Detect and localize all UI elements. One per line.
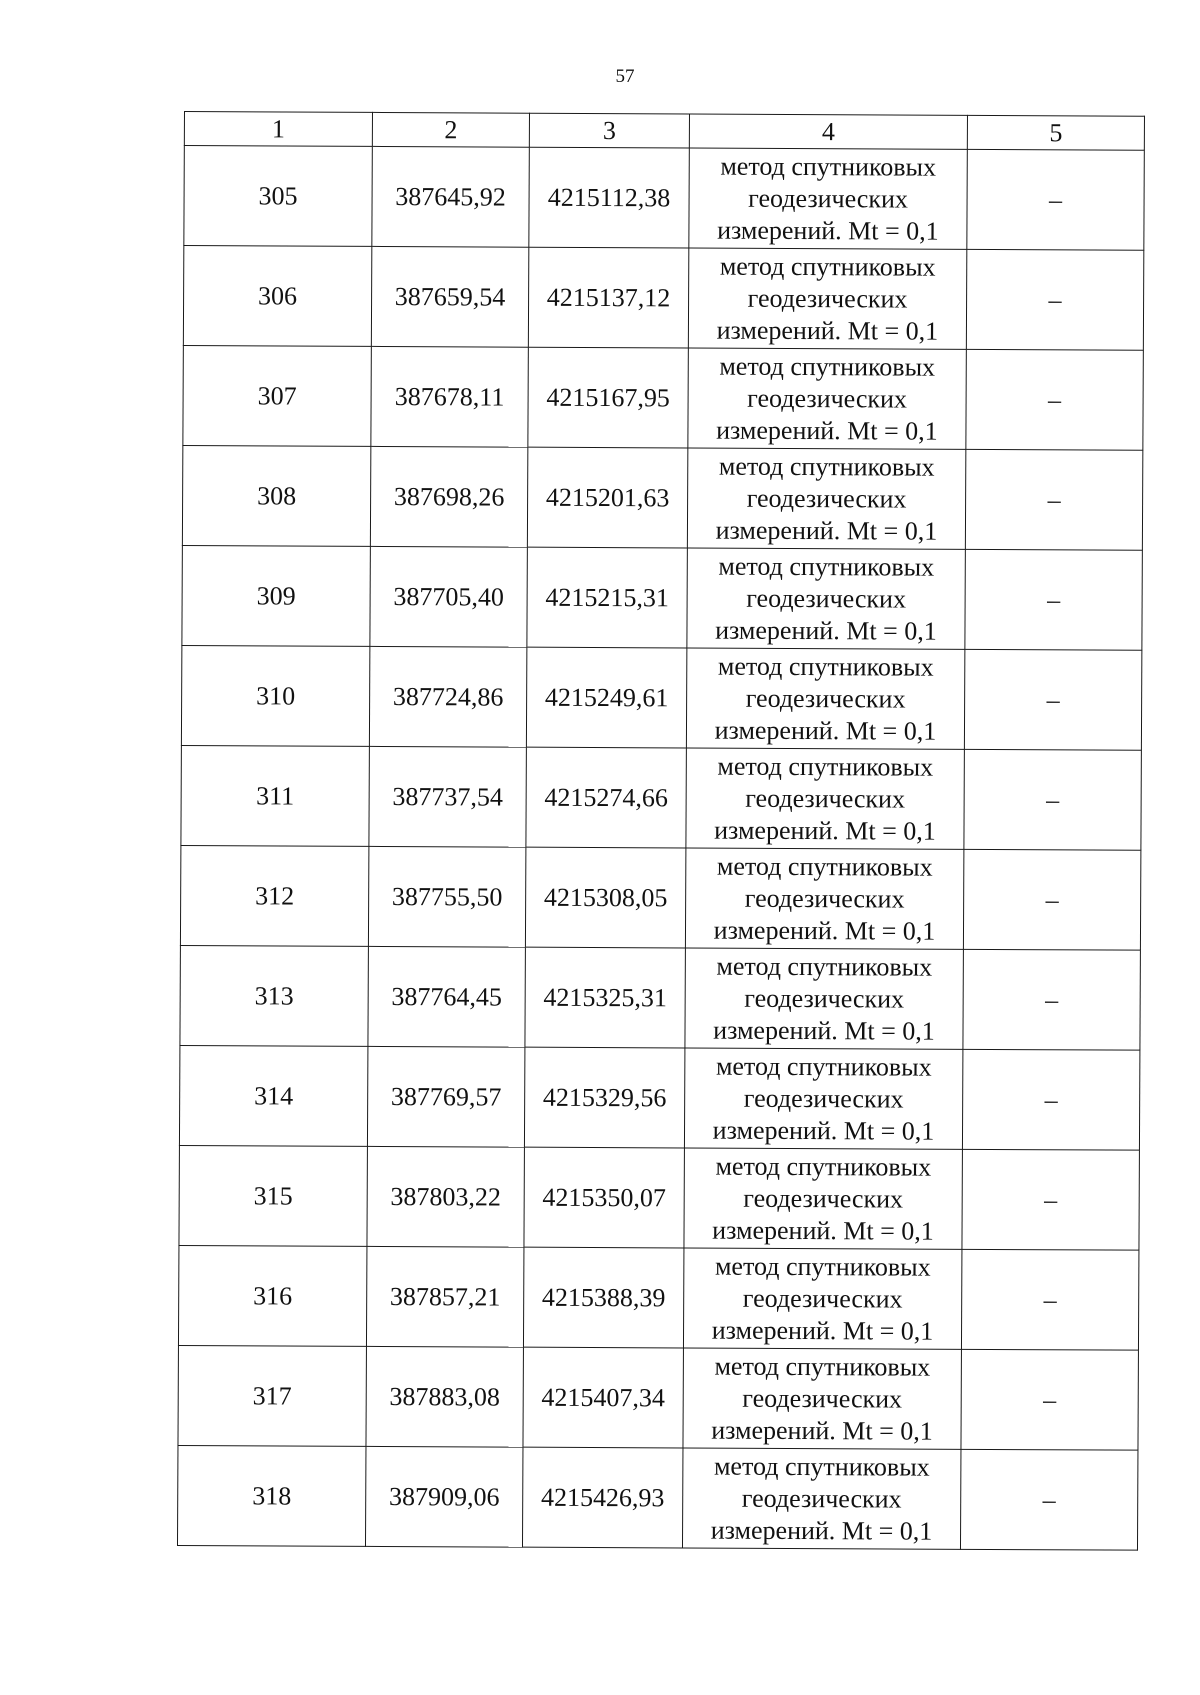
table-header (184, 112, 1144, 151)
table-row (182, 445, 1142, 550)
method-text-line: измерений. Mt = 0,1 (715, 515, 938, 546)
method-text-line: измерений. Mt = 0,1 (713, 915, 936, 946)
note-cell: – (961, 1349, 1138, 1450)
method-text-line: метод спутниковых (716, 851, 933, 882)
table-row (181, 645, 1141, 750)
x-coordinate-cell: 387883,08 (366, 1346, 523, 1447)
table-row (183, 345, 1143, 450)
x-coordinate-cell: 387769,57 (367, 1046, 524, 1147)
method-cell (684, 1148, 962, 1249)
x-coordinate-cell: 387698,26 (370, 446, 527, 547)
table-row (178, 1245, 1138, 1350)
method-text-line: геодезических (742, 1283, 903, 1314)
y-coordinate-cell: 4215388,39 (523, 1247, 683, 1348)
x-coordinate-cell: 387678,11 (371, 346, 528, 447)
y-coordinate-cell: 4215201,63 (527, 447, 687, 548)
column-header-5: 5 (967, 115, 1144, 150)
method-text-line: метод спутниковых (717, 751, 934, 782)
y-coordinate-cell: 4215215,31 (527, 547, 687, 648)
method-text-line: метод спутниковых (718, 451, 935, 482)
point-number-cell: 313 (180, 945, 368, 1046)
point-number-cell: 317 (178, 1345, 366, 1446)
method-text-line: геодезических (746, 483, 907, 514)
method-text-line: геодезических (744, 883, 905, 914)
method-cell (688, 248, 966, 349)
method-text-line: измерений. Mt = 0,1 (716, 415, 938, 446)
column-header-4: 4 (689, 114, 967, 149)
method-cell (688, 348, 966, 449)
method-text-line: метод спутниковых (716, 951, 933, 982)
y-coordinate-cell: 4215167,95 (528, 347, 688, 448)
method-text-line: метод спутниковых (713, 1451, 930, 1482)
table-row (182, 545, 1142, 650)
table-row (178, 1345, 1138, 1450)
note-cell: – (963, 949, 1140, 1050)
point-number-cell: 311 (181, 745, 369, 846)
method-text-line: геодезических (746, 583, 907, 614)
method-text-line: метод спутниковых (714, 1351, 931, 1382)
note-cell: – (967, 149, 1144, 250)
method-text-line: измерений. Mt = 0,1 (711, 1315, 934, 1346)
table-row (183, 246, 1143, 351)
table-row (184, 146, 1144, 251)
method-cell (685, 848, 963, 949)
method-text-line: геодезических (745, 783, 906, 814)
point-number-cell: 306 (183, 246, 371, 347)
y-coordinate-cell: 4215329,56 (524, 1047, 684, 1148)
point-number-cell: 305 (184, 146, 372, 247)
method-text-line: метод спутниковых (715, 1051, 932, 1082)
method-text-line: метод спутниковых (715, 1151, 932, 1182)
method-text-line: измерений. Mt = 0,1 (711, 1415, 933, 1446)
header-row (184, 112, 1144, 151)
x-coordinate-cell: 387909,06 (365, 1446, 522, 1547)
method-cell (683, 1248, 961, 1349)
x-coordinate-cell: 387857,21 (366, 1246, 523, 1347)
method-text-line: геодезических (747, 283, 908, 314)
method-text-line: геодезических (743, 1083, 904, 1114)
table-row (179, 1045, 1139, 1150)
method-text-line: измерений. Mt = 0,1 (713, 1015, 935, 1046)
note-cell: – (965, 549, 1142, 650)
note-cell: – (966, 349, 1143, 450)
method-text-line: метод спутниковых (717, 651, 934, 682)
method-cell (683, 1348, 961, 1449)
method-text-line: геодезических (748, 183, 909, 214)
note-cell: – (961, 1249, 1138, 1350)
point-number-cell: 310 (181, 645, 369, 746)
table-row (181, 745, 1141, 850)
method-text-line: измерений. Mt = 0,1 (712, 1215, 934, 1246)
method-text-line: метод спутниковых (714, 1251, 931, 1282)
page-number: 57 (615, 66, 635, 87)
column-header-2: 2 (372, 112, 529, 147)
y-coordinate-cell: 4215274,66 (526, 747, 686, 848)
method-text-line: метод спутниковых (719, 351, 936, 382)
method-cell (687, 448, 965, 549)
table-row (177, 1445, 1137, 1550)
column-header-1: 1 (184, 112, 372, 147)
method-cell (684, 1048, 962, 1149)
point-number-cell: 307 (183, 345, 371, 446)
coordinates-table (177, 111, 1145, 1551)
method-text-line: метод спутниковых (719, 251, 936, 282)
table-body (177, 146, 1144, 1551)
method-text-line: геодезических (744, 983, 905, 1014)
method-cell (682, 1448, 960, 1549)
note-cell: – (963, 849, 1140, 950)
point-number-cell: 318 (177, 1445, 365, 1546)
point-number-cell: 314 (179, 1045, 367, 1146)
y-coordinate-cell: 4215112,38 (529, 147, 689, 248)
point-number-cell: 312 (180, 845, 368, 946)
note-cell: – (962, 1149, 1139, 1250)
point-number-cell: 308 (182, 445, 370, 546)
note-cell: – (964, 649, 1141, 750)
method-text-line: измерений. Mt = 0,1 (716, 315, 939, 346)
x-coordinate-cell: 387724,86 (369, 646, 526, 747)
table-row (179, 1145, 1139, 1250)
note-cell: – (966, 249, 1143, 350)
y-coordinate-cell: 4215350,07 (524, 1147, 684, 1248)
y-coordinate-cell: 4215407,34 (523, 1347, 683, 1448)
method-cell (686, 748, 964, 849)
point-number-cell: 316 (178, 1245, 366, 1346)
method-text-line: метод спутниковых (718, 551, 935, 582)
method-text-line: измерений. Mt = 0,1 (714, 815, 936, 846)
method-text-line: метод спутниковых (720, 151, 937, 182)
method-text-line: измерений. Mt = 0,1 (715, 615, 937, 646)
x-coordinate-cell: 387659,54 (371, 246, 528, 347)
method-text-line: измерений. Mt = 0,1 (710, 1515, 933, 1546)
method-text-line: геодезических (743, 1183, 904, 1214)
x-coordinate-cell: 387764,45 (368, 946, 525, 1047)
y-coordinate-cell: 4215249,61 (526, 647, 686, 748)
method-text-line: геодезических (745, 683, 906, 714)
method-cell (686, 648, 964, 749)
x-coordinate-cell: 387755,50 (368, 846, 525, 947)
x-coordinate-cell: 387645,92 (372, 146, 529, 247)
method-text-line: измерений. Mt = 0,1 (714, 715, 937, 746)
y-coordinate-cell: 4215137,12 (528, 247, 688, 348)
method-text-line: измерений. Mt = 0,1 (717, 215, 939, 246)
method-text-line: геодезических (742, 1383, 903, 1414)
note-cell: – (964, 749, 1141, 850)
table-row (180, 845, 1140, 950)
x-coordinate-cell: 387737,54 (369, 746, 526, 847)
method-cell (685, 948, 963, 1049)
method-cell (687, 548, 965, 649)
y-coordinate-cell: 4215426,93 (522, 1447, 682, 1548)
point-number-cell: 315 (179, 1145, 367, 1246)
point-number-cell: 309 (182, 545, 370, 646)
method-text-line: измерений. Mt = 0,1 (712, 1115, 935, 1146)
method-text-line: геодезических (747, 383, 908, 414)
note-cell: – (960, 1449, 1137, 1550)
note-cell: – (965, 449, 1142, 550)
method-text-line: геодезических (741, 1483, 902, 1514)
column-header-3: 3 (529, 113, 689, 148)
method-cell (689, 148, 967, 249)
x-coordinate-cell: 387705,40 (370, 546, 527, 647)
note-cell: – (962, 1049, 1139, 1150)
x-coordinate-cell: 387803,22 (367, 1146, 524, 1247)
coordinates-table-container (177, 111, 1144, 1551)
y-coordinate-cell: 4215308,05 (525, 847, 685, 948)
y-coordinate-cell: 4215325,31 (525, 947, 685, 1048)
table-row (180, 945, 1140, 1050)
